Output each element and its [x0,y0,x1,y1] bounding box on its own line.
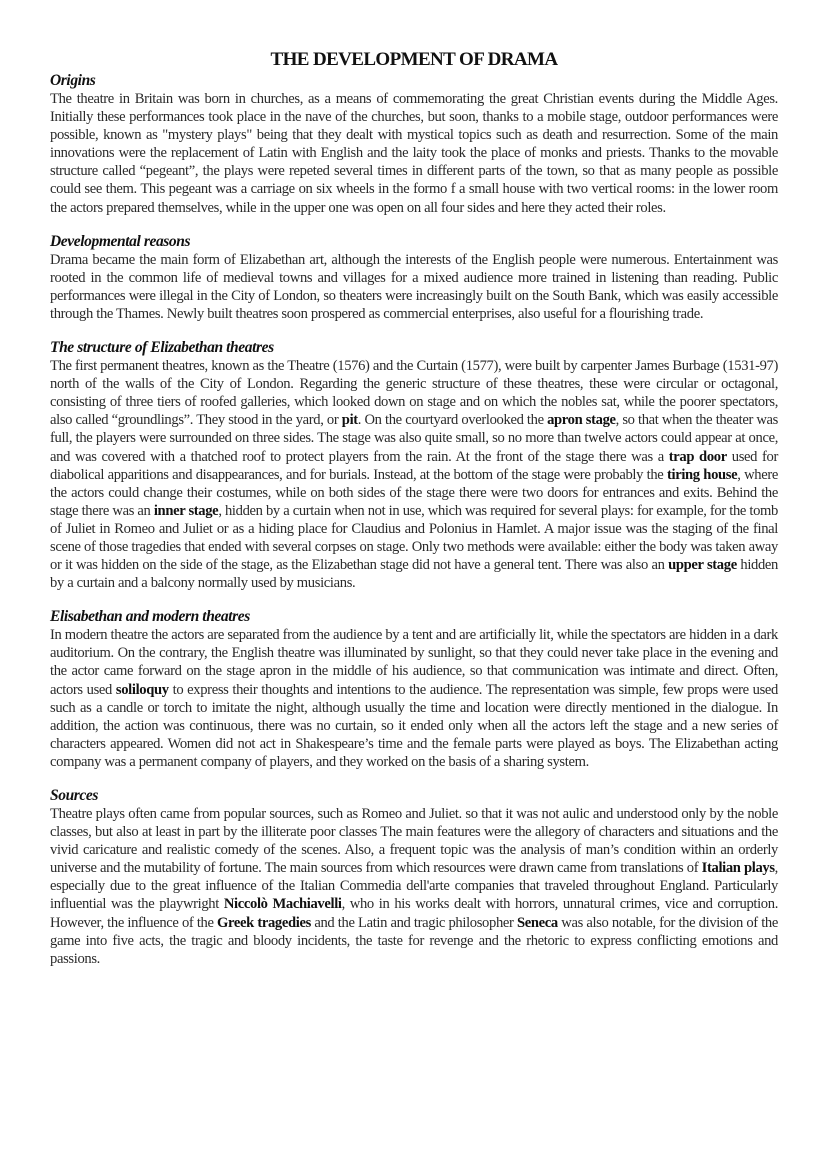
key-term: inner stage [153,502,219,519]
key-term: pit [341,412,358,429]
section-heading: Origins [50,72,96,89]
section-heading: Sources [50,787,99,804]
section-origins [50,72,778,217]
section-heading: Developmental reasons [50,232,191,250]
section-paragraph: The theatre in Britain was born in churches, as a means of commemorating the great Christian events during the Middle Ages. Initially these performances took place in the nave of the churches, but soon, thanks to a mobile stage, outdoor performances were possible, known as "mystery plays" being that they dealt with mystical topics such as death and resurrection. Some of the main innovations were the replacement of Latin with English and the laity took the place of monks and priests. Thanks to the movable structure called “pegeant”, the plays were repeted several times in different parts of the town, so that as many people as possible could see them. This pegeant was a carriage on six wheels in the formo f a small house with two vertical rooms: in the lower room the actors prepared themselves, while in the upper one was open on all four sides and here they acted their roles. [50,91,778,216]
key-term: Niccolò Machiavelli [223,896,342,913]
section-heading: The structure of Elizabethan theatres [50,339,274,357]
key-term: trap door [668,448,727,465]
section-paragraph: The first permanent theatres, known as the Theatre (1576) and the Curtain (1577), were built by carpenter James Burbage (1531-97) north of the walls of the City of London. Regarding the generic structure of these theatres, these were circular or octagonal, consisting of three tiers of roofed galleries, which looked down on stage and on which the nobles sat, while the poorer spectators, also called “groundlings”. They stood in the yard, or pit. On the courtyard overlooked the apron stage, so that when the theater was full, the players were surrounded on three sides. The stage was also quite small, so no more than twelve actors could appear at once, and was covered with a thatched roof to protect players from the rain. At the front of the stage there was a trap door used for diabolical apparitions and disappearances, and for burials. Instead, at the bottom of the stage were probably the tiring house, where the actors could change their costumes, while on both sides of the stage there were two doors for entrances and exits. Behind the stage there was an inner stage, hidden by a curtain when not in use, which was required for several plays: for example, for the tomb of Juliet in Romeo and Juliet or as a hiding place for Claudius and Polonius in Hamlet. A major issue was the staging of the final scene of those tragedies that ended with several corpses on stage. Only two methods were available: either the body was taken away or it was hidden on the side of the stage, as the Elizabethan stage did not have a general tent. There was also an upper stage hidden by a curtain and a balcony normally used by musicians. [50,358,779,592]
section-paragraph: In modern theatre the actors are separated from the audience by a tent and are artificially lit, while the spectators are hidden in a dark auditorium. On the contrary, the English theatre was illuminated by sunlight, so that they could never take place in the evening and the actor came forward on the stage apron in the middle of his audience, so that communication was intimate and direct. Often, actors used soliloquy to express their thoughts and intentions to the audience. The representation was simple, few props were used such as a candle or torch to imitate the night, although usually the time and location were directly mentioned in the dialogue. In addition, the action was continuous, there was no curtain, so it ended only when all the actors left the stage and a new series of characters appeared. Women did not act in Shakespeare’s time and the female parts were played as boys. The Elizabethan acting company was a permanent company of players, and they worked on the basis of a sharing system. [50,627,778,770]
document-title: THE DEVELOPMENT OF DRAMA [270,49,558,70]
key-term: upper stage [668,557,737,574]
key-term: apron stage [547,412,616,429]
key-term: Greek tragedies [217,914,311,931]
section-developmental-reasons [50,233,778,323]
section-paragraph: Drama became the main form of Elizabethan art, although the interests of the English people were numerous. Entertainment was rooted in the common life of medieval towns and villages for a mixed audience more trained in listening than reading. Public performances were illegal in the City of London, so theaters were increasingly built on the South Bank, which was easily accessible through the Thames. Newly built theatres soon prospered as commercial enterprises, also useful for a flourishing trade. [50,251,778,322]
key-term: Seneca [516,914,558,931]
key-term: Italian plays [701,860,775,877]
section-sources [50,787,778,968]
key-term: tiring house [666,466,738,483]
section-elisabethan-and-modern [50,608,778,771]
document-page [50,48,778,984]
key-term: soliloquy [115,681,169,698]
section-heading: Elisabethan and modern theatres [50,608,250,626]
section-paragraph: Theatre plays often came from popular sources, such as Romeo and Juliet. so that it was not aulic and understood only by the noble classes, but also at least in part by the illiterate poor classes The main features were the allegory of characters and situations and the vivid caricature and realistic comedy of the scenes. Also, a frequent topic was the analysis of man’s condition within an orderly universe and the mutability of fortune. The main sources from which resources were drawn came from translations of Italian plays, especially due to the great influence of the Italian Commedia dell'arte companies that traveled throughout England. Particularly influential was the playwright Niccolò Machiavelli, who in his works dealt with horrors, unnatural crimes, vice and corruption. However, the influence of the Greek tragedies and the Latin and tragic philosopher Seneca was also notable, for the division of the game into five acts, the tragic and bloody incidents, the taste for revenge and the rhetoric to express conflicting emotions and passions. [50,806,778,967]
section-structure-of-theatres [50,339,778,592]
